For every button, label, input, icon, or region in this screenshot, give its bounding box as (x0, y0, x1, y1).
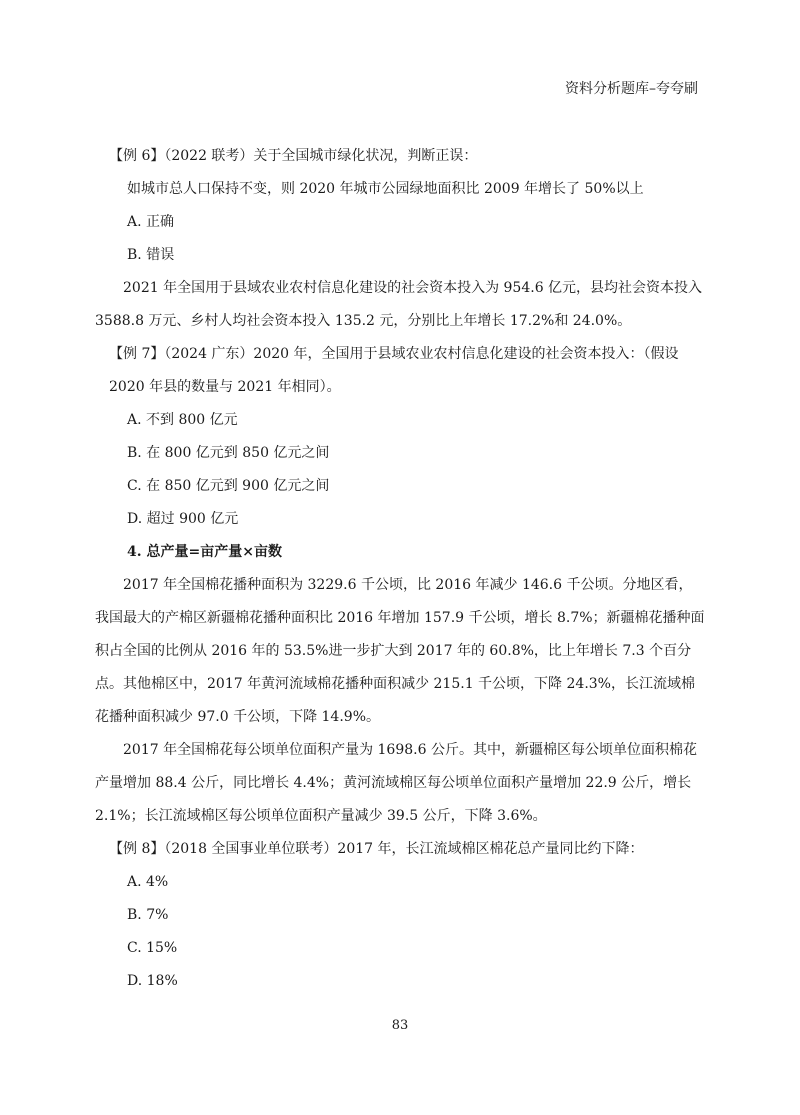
question-6-statement: 如城市总人口保持不变，则 2020 年城市公园绿地面积比 2009 年增长了 50%以上 (127, 181, 644, 197)
page-content (95, 140, 705, 998)
question-6-option-b: B. 错误 (127, 247, 175, 263)
question-8-option-c: C. 15% (127, 940, 178, 956)
question-8-option-b: B. 7% (127, 907, 169, 923)
material-paragraph-1: 2021 年全国用于县域农业农村信息化建设的社会资本投入为 954.6 亿元，县均社会资本投入 3588.8 万元、乡村人均社会资本投入 135.2 元，分别比上年增长 17.2%和 24.0%。 (95, 280, 703, 329)
question-7-title: 【例 7】（2024 广东）2020 年，全国用于县域农业农村信息化建设的社会资本投入：（假设 2020 年县的数量与 2021 年相同）。 (109, 346, 679, 395)
question-8-option-a: A. 4% (127, 874, 169, 890)
running-header: 资料分析题库–夸夸刷 (565, 81, 698, 97)
question-7-option-a: A. 不到 800 亿元 (127, 412, 238, 428)
question-7-option-c: C. 在 850 亿元到 900 亿元之间 (127, 478, 330, 494)
question-7-option-d: D. 超过 900 亿元 (127, 511, 239, 527)
question-8-option-d: D. 18% (127, 973, 178, 989)
question-8-title: 【例 8】（2018 全国事业单位联考）2017 年，长江流域棉区棉花总产量同比约下降： (109, 841, 644, 857)
question-7-option-b: B. 在 800 亿元到 850 亿元之间 (127, 445, 330, 461)
question-6-option-a: A. 正确 (127, 214, 175, 230)
material-paragraph-2: 2017 年全国棉花播种面积为 3229.6 千公顷，比 2016 年减少 146.6 千公顷。分地区看，我国最大的产棉区新疆棉花播种面积比 2016 年增加 157.9 千公顷，增长 8.7%；新疆棉花播种面积占全国的比例从 2016 年的 53.5%进一步扩大到 2017 年的 60.8%，比上年增长 7.3 个百分点。其他棉区中，2017 年黄河流域棉花播种面积减少 215.1 千公顷，下降 24.3%，长江流域棉花播种面积减少 97.0 千公顷，下降 14.9%。 (95, 577, 705, 725)
question-6-title: 【例 6】（2022 联考）关于全国城市绿化状况，判断正误： (109, 148, 478, 164)
page-number: 83 (391, 1018, 409, 1033)
section-4-heading: 4. 总产量=亩产量×亩数 (127, 544, 282, 560)
material-paragraph-3: 2017 年全国棉花每公顷单位面积产量为 1698.6 公斤。其中，新疆棉区每公顷单位面积棉花产量增加 88.4 公斤，同比增长 4.4%；黄河流域棉区每公顷单位面积产量增加 22.9 公斤，增长 2.1%；长江流域棉区每公顷单位面积产量减少 39.5 公斤，下降 3.6%。 (95, 742, 697, 824)
